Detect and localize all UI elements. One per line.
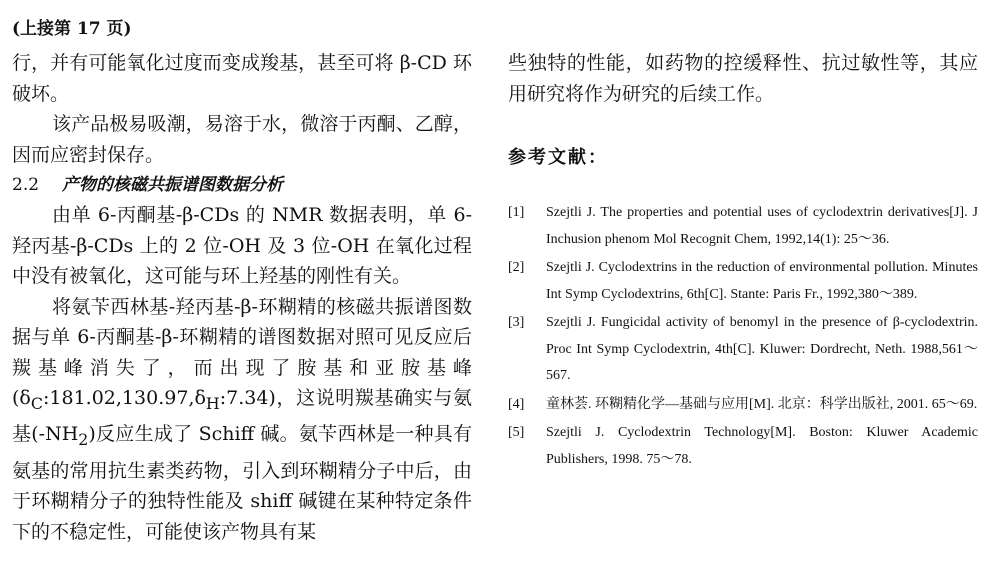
section-title: 产物的核磁共振谱图数据分析 (62, 175, 283, 195)
delta-c-subscript: C (30, 393, 43, 413)
reference-text: Szejtli J. Fungicidal activity of benomyl in the presence of β-cyclodextrin. Proc Int Symp Cyclodextrin, 4th[C]. Kluwer: Dordrecht, Neth. 1988,561～567. (546, 315, 978, 383)
paragraph-4-part-a: 将氨苄西林基-羟丙基-β-环糊精的核磁共振谱图数据与单 6-丙酮基-β-环糊精的谱图数据对照可见反应后羰基峰消失了，而出现了胺基和亚胺基峰( (12, 295, 472, 409)
reference-item (508, 255, 978, 308)
continuation-note: (上接第 17 页) (12, 19, 132, 39)
reference-text: 童林荟. 环糊精化学—基础与应用[M]. 北京：科学出版社, 2001. 65～69. (546, 396, 978, 412)
reference-item (508, 310, 978, 390)
reference-item (508, 420, 978, 473)
left-column (12, 48, 472, 547)
paragraph-3: 由单 6-丙酮基-β-CDs 的 NMR 数据表明，单 6-羟丙基-β-CDs 上的 2 位-OH 及 3 位-OH 在氧化过程中没有被氧化，这可能与环上羟基的刚性有关。 (12, 204, 472, 287)
section-number: 2.2 (12, 175, 40, 195)
paragraph-4-part-b: )反应生成了 Schiff 碱。氨苄西林是一种具有氨基的常用抗生素类药物，引入到环糊精分子中后，由于环糊精分子的独特性能及 shiff 碱键在某种特定条件下的不稳定性，可能使该产物具有某 (12, 423, 472, 543)
reference-number: [3] (508, 315, 525, 330)
delta-c-values: :181.02,130.97, (43, 387, 195, 409)
reference-text: Szejtli J. Cyclodextrin Technology[M]. Boston: Kluwer Academic Publishers, 1998. 75～78. (546, 425, 978, 467)
delta-h-subscript: H (205, 393, 220, 413)
reference-text: Szejtli J. The properties and potential uses of cyclodextrin derivatives[J]. J Inchusion phenom Mol Recognit Chem, 1992,14(1): 25～36. (546, 205, 978, 247)
reference-number: [5] (508, 425, 525, 440)
reference-item (508, 392, 978, 419)
paragraph-1: 行，并有可能氧化过度而变成羧基，甚至可将 β-CD 环破坏。 (12, 52, 472, 105)
reference-number: [1] (508, 205, 525, 220)
paragraph-4 (12, 292, 472, 548)
reference-number: [2] (508, 260, 525, 275)
reference-item (508, 200, 978, 253)
right-paragraph: 些独特的性能，如药物的控缓释性、抗过敏性等，其应用研究将作为研究的后续工作。 (508, 52, 978, 105)
reference-number: [4] (508, 396, 525, 412)
paragraph-2: 该产品极易吸潮，易溶于水，微溶于丙酮、乙醇，因而应密封保存。 (12, 113, 472, 166)
nh2-subscript: 2 (78, 430, 89, 450)
delta-h-symbol: δ (194, 387, 206, 409)
delta-h-values: :7.34)，这说明羰基确实与氨基(-NH (12, 387, 472, 446)
reference-text: Szejtli J. Cyclodextrins in the reduction of environmental pollution. Minutes Int Symp Cyclodextrins, 6th[C]. Stante: Paris Fr., 1992,380～389. (546, 260, 978, 302)
references-list (508, 200, 978, 475)
section-heading (12, 170, 472, 200)
references-title: 参考文献： (508, 147, 608, 168)
right-column (508, 48, 978, 109)
delta-c-symbol: δ (19, 387, 31, 409)
